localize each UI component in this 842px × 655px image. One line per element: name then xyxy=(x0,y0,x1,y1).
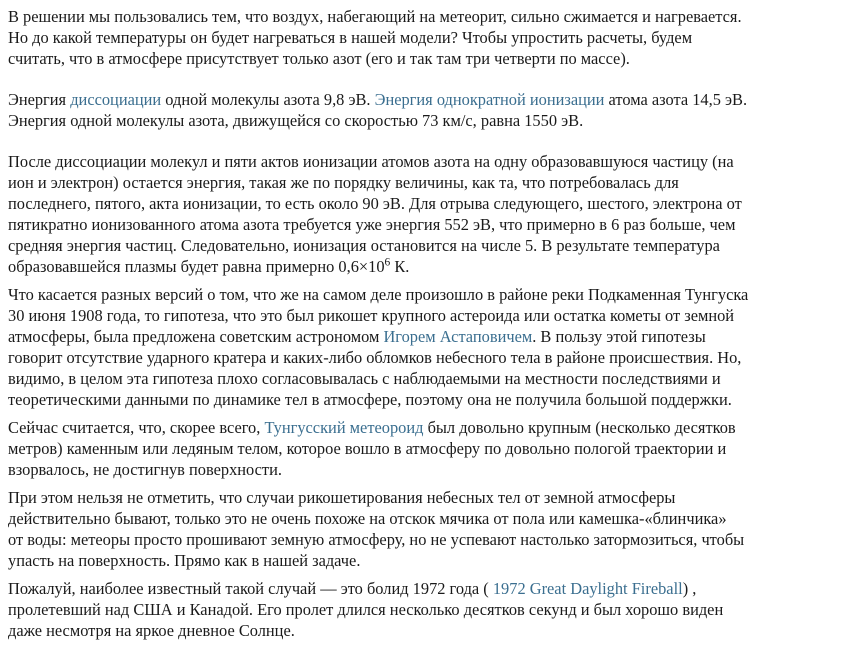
paragraph-tunguska-hypothesis xyxy=(8,284,832,410)
text-segment: одной молекулы азота 9,8 эВ. xyxy=(161,90,375,109)
paragraph-energies xyxy=(8,89,832,131)
link-ionization-energy[interactable]: Энергия однократной ионизации xyxy=(374,90,605,109)
text-segment: Энергия xyxy=(8,90,71,109)
paragraph-fireball xyxy=(8,578,832,641)
text-segment: Что касается разных версий о том, что же на самом деле произошло в районе реки Подкаменная Тунгуска 30 июня 1908 года, то гипотеза, что это был рикошет крупного астероида или остатка кометы от земной атмосферы, была предложена советским астрономом xyxy=(8,285,749,346)
text-segment: После диссоциации молекул и пяти актов ионизации атомов азота на одну образовавшуюся частицу (на ион и электрон) остается энергия, такая же по порядку величины, как та, что потребовалась для последнего, пятого, акта ионизации, то есть около 90 эВ. Для отрыва следующего, шестого, электрона от пятикратно ионизованного атома азота требуется уже энергия 552 эВ, что примерно в 6 раз больше, чем средняя энергия частиц. Следовательно, ионизация остановится на числе 5. В результате температура образовавшейся плазмы будет равна примерно 0,6×10 xyxy=(8,152,742,276)
text-segment: . В пользу этой гипотезы говорит отсутствие ударного кратера и каких-либо обломков небесного тела в районе происшествия. Но, видимо, в целом эта гипотеза плохо согласовывалась с наблюдаемыми на местности последствиями и теоретическими данными по динамике тел в атмосфере, поэтому она не получила большой поддержки. xyxy=(8,327,742,409)
link-great-daylight-fireball[interactable]: 1972 Great Daylight Fireball xyxy=(492,579,683,598)
text-segment: был довольно крупным (несколько десятков метров) каменным или ледяным телом, которое вошло в атмосферу по довольно пологой траектории и взорвалось, не достигнув поверхности. xyxy=(8,418,736,479)
text-segment: атома азота 14,5 эВ. Энергия одной молекулы азота, движущейся со скоростью 73 км/с, равна 1550 эВ. xyxy=(8,90,748,130)
paragraph-tunguska-meteoroid xyxy=(8,417,832,480)
text-segment: Пожалуй, наиболее известный такой случай — это болид 1972 года ( xyxy=(8,579,493,598)
link-astapovich[interactable]: Игорем Астаповичем xyxy=(383,327,533,346)
paragraph-intro: В решении мы пользовались тем, что воздух, набегающий на метеорит, сильно сжимается и нагревается. Но до какой температуры он будет нагреваться в нашей модели? Чтобы упростить расчеты, будем считать, что в атмосфере присутствует только азот (его и так там три четверти по массе). xyxy=(8,7,742,68)
link-dissociation[interactable]: диссоциации xyxy=(70,90,162,109)
paragraph-ionization xyxy=(8,151,832,277)
exponent: 6 xyxy=(384,256,391,269)
text-segment: ) , пролетевший над США и Канадой. Его пролет длился несколько десятков секунд и был хорошо виден даже несмотря на яркое дневное Солнце. xyxy=(8,579,724,640)
text-segment: К. xyxy=(390,257,410,276)
link-tunguska-meteoroid[interactable]: Тунгусский метеороид xyxy=(264,418,424,437)
text-segment: Сейчас считается, что, скорее всего, xyxy=(8,418,265,437)
paragraph-ricochet: При этом нельзя не отметить, что случаи рикошетирования небесных тел от земной атмосферы действительно бывают, только это не очень похоже на отскок мячика от пола или камешка-«блинчика» от воды: метеоры просто прошивают земную атмосферу, но не успевают настолько затормозиться, чтобы упасть на поверхность. Прямо как в нашей задаче. xyxy=(8,488,745,570)
